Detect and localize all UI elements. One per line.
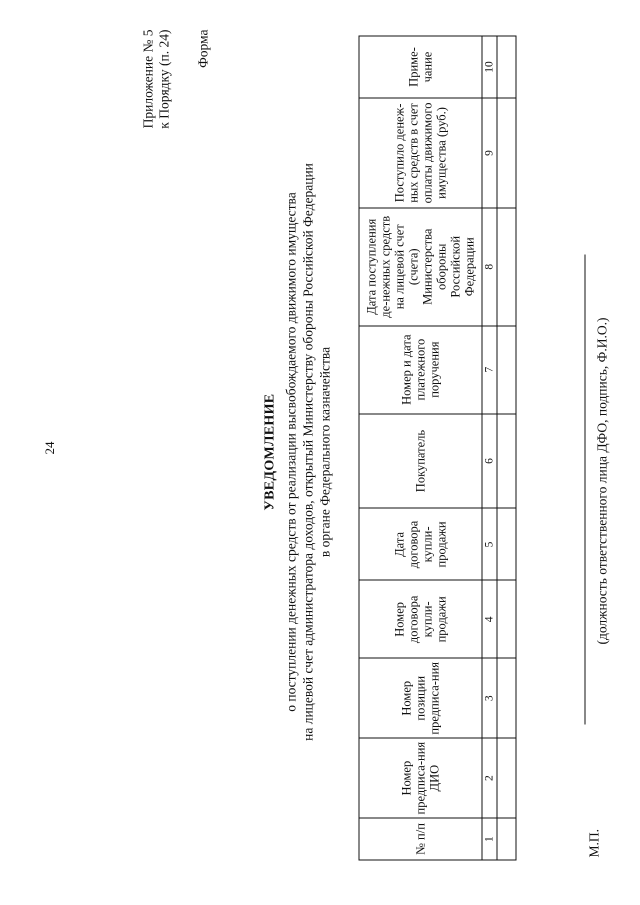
- header-cell: Номер позиции предписа-ния: [359, 658, 482, 738]
- header-cell: Приме-чание: [359, 36, 482, 98]
- column-number: 6: [482, 414, 497, 509]
- form-label: Форма: [195, 29, 211, 68]
- table-cell: [497, 326, 516, 414]
- subtitle-line-2: на лицевой счет администратора доходов, открытый Министерству обороны Российской Федерации: [300, 163, 316, 741]
- table-header-row: [359, 36, 482, 860]
- column-number: 1: [482, 818, 497, 860]
- column-number: 5: [482, 508, 497, 580]
- annex-line-1: Приложение № 5: [140, 29, 156, 129]
- column-number-row: [482, 36, 497, 860]
- column-number: 9: [482, 98, 497, 208]
- signature-line: [585, 255, 586, 725]
- table-row: [497, 36, 516, 860]
- column-number: 10: [482, 36, 497, 98]
- header-cell: Номер и дата платежного поручения: [359, 326, 482, 414]
- table-cell: [497, 414, 516, 509]
- column-number: 3: [482, 658, 497, 738]
- column-number: 2: [482, 738, 497, 818]
- table-cell: [497, 818, 516, 860]
- stamp-label: М.П.: [586, 828, 602, 858]
- column-number: 7: [482, 326, 497, 414]
- header-cell: Поступило денеж-ных средств в счет оплаты движимого имущества (руб.): [359, 98, 482, 208]
- annex-reference: [141, 30, 173, 129]
- header-cell: Дата поступления де-нежных средств на лицевой счет (счета) Министерства обороны Российской Федерации: [359, 208, 482, 326]
- header-cell: Номер предписа-ния ДИО: [359, 738, 482, 818]
- document-title: УВЕДОМЛЕНИЕ: [262, 393, 278, 511]
- table-cell: [497, 508, 516, 580]
- document-subtitle: [283, 10, 334, 895]
- table-cell: [497, 658, 516, 738]
- annex-line-2: к Порядку (п. 24): [156, 29, 172, 129]
- table-cell: [497, 738, 516, 818]
- header-cell: № п/п: [359, 818, 482, 860]
- signature-caption: (должность ответственного лица ДФО, подпись, Ф.И.О.): [594, 317, 610, 645]
- notification-table: [359, 36, 517, 861]
- subtitle-line-3: в органе Федерального казначейства: [317, 346, 333, 558]
- table-cell: [497, 36, 516, 98]
- header-cell: Дата договора купли-продажи: [359, 508, 482, 580]
- page-number: 24: [42, 441, 57, 455]
- subtitle-line-1: о поступлении денежных средств от реализации высвобождаемого движимого имущества: [283, 192, 299, 712]
- rotated-form-sheet: [11, 10, 631, 895]
- table-cell: [497, 208, 516, 326]
- table-cell: [497, 98, 516, 208]
- table-cell: [497, 580, 516, 658]
- header-cell: Покупатель: [359, 414, 482, 509]
- column-number: 4: [482, 580, 497, 658]
- header-cell: Номер договора купли-продажи: [359, 580, 482, 658]
- column-number: 8: [482, 208, 497, 326]
